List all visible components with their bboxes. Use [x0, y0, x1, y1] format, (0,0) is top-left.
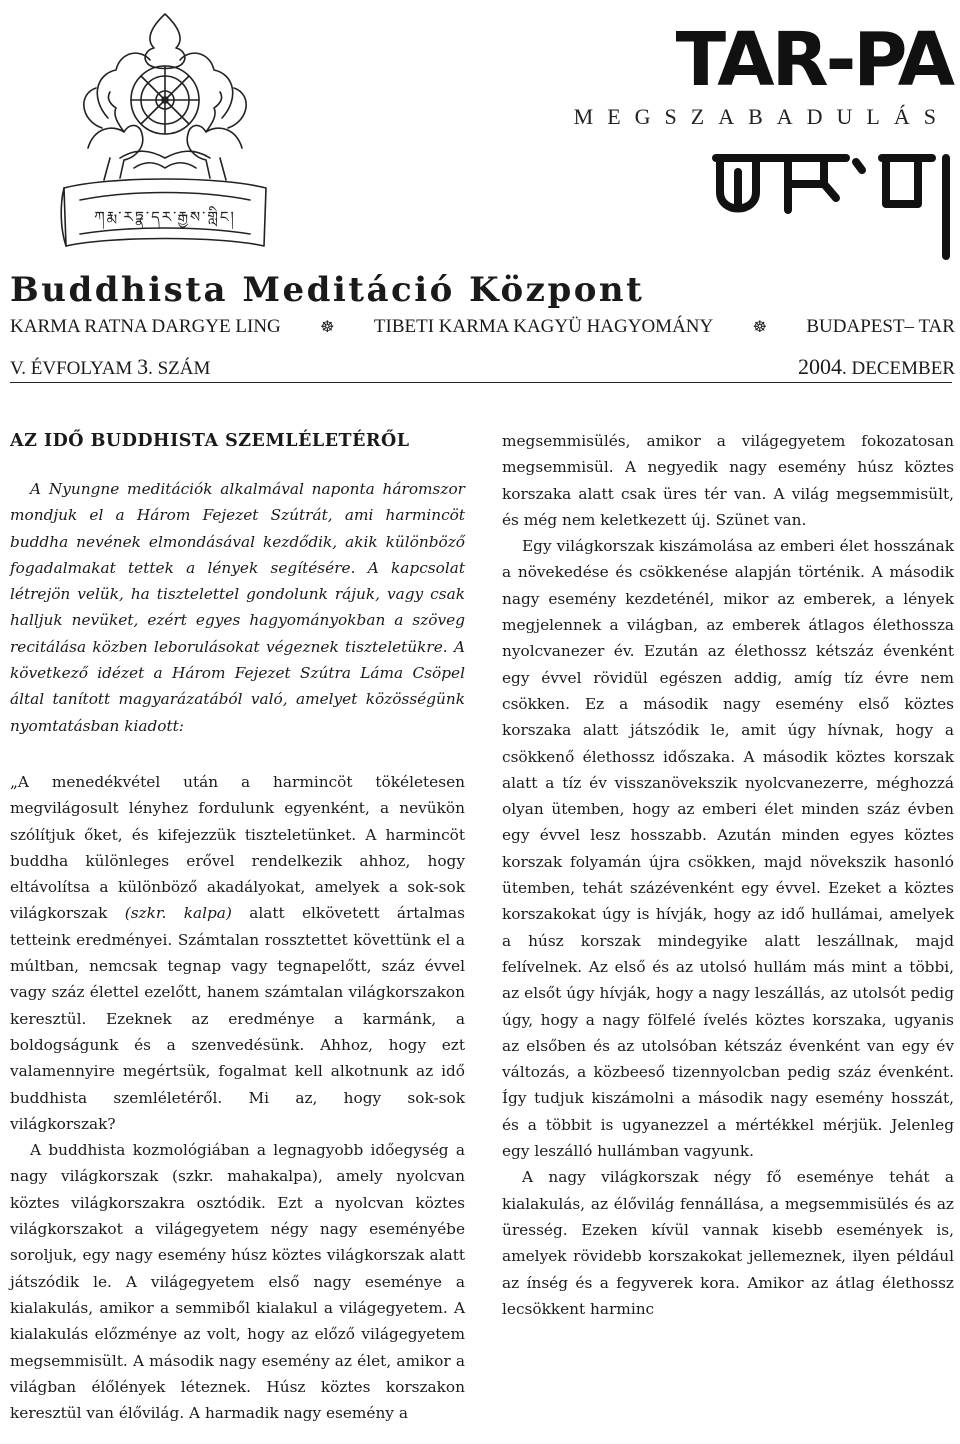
issue-line	[10, 354, 955, 380]
lineage-center: KARMA RATNA DARGYE LING	[10, 316, 281, 337]
svg-text:ཀརྨ་རཏྣ་དར་རྒྱས་གླིང།: ཀརྨ་རཏྣ་དར་རྒྱས་གླིང།	[94, 208, 236, 226]
issue-number: V. ÉVFOLYAM 3. SZÁM	[10, 354, 211, 379]
article-column-left	[10, 428, 465, 1426]
brand-title: TAR-PA	[675, 17, 952, 103]
brand-subtitle: MEGSZABADULÁS	[573, 104, 950, 129]
tibetan-tarpa-logo	[696, 144, 956, 264]
article-title: AZ IDŐ BUDDHISTA SZEMLÉLETÉRŐL	[10, 431, 410, 451]
article-paragraph: A nagy világkorszak négy fő eseménye tehát a kialakulás, az élővilág fennállása, a megsemmisülés és az üresség. Ezeken kívül vannak kisebb események is, amelyek rövidebb korszakokat jellemeznek, ilyen például az ínség és a fegyverek kora. Amikor az átlag élethossz lecsökkent harminc	[502, 1168, 954, 1318]
dharma-wheel-icon: ☸	[320, 319, 335, 336]
issue-date: 2004. DECEMBER	[798, 354, 955, 379]
karmapa-emblem	[50, 8, 280, 260]
article-paragraph: „A menedékvétel után a harmincöt tökéletesen megvilágosult lényhez fordulunk egyenként, a nevükön szólítjuk őket, és kifejezzük tiszteletünket. A harmincöt buddha különleges erővel rendelkezik ahhoz, hogy eltávolítsa a különböző akadályokat, amelyek a sok-sok világkorszak (szkr. kalpa) alatt elkövetett ártalmas tetteink eredményei. Számtalan rossztettet követtünk el a múltban, nemcsak tegnap vagy tegnapelőtt, száz évvel vagy száz élettel ezelőtt, hanem számtalan világkorszakon keresztül. Ezeknek az eredménye a karmánk, a boldogságunk és a szenvedésünk. Ahhoz, hogy ezt valamennyire megértsük, fogalmat kell alkotnunk az idő buddhista szemléletéről. Mi az, hogy sok-sok világkorszak?	[10, 772, 465, 1133]
lineage-tradition: TIBETI KARMA KAGYÜ HAGYOMÁNY	[373, 316, 714, 337]
header-divider	[10, 382, 952, 383]
dharma-wheel-icon: ☸	[752, 319, 767, 336]
article-paragraph: A buddhista kozmológiában a legnagyobb időegység a nagy világkorszak (szkr. mahakalpa), amely nyolcvan köztes világkorszakra osztódik. Ezt a nyolcvan köztes világkorszakot a világegyetem négy nagy eseményébe soroljuk, egy nagy esemény húsz köztes világkorszak alatt játszódik le. A világegyetem első nagy eseménye a kialakulás, amikor a semmiből kialakul a világegyetem. A kialakulás előzménye az volt, hogy az előző világegyetem megsemmisült. A második nagy esemény az élet, amikor a világban élőlények léteznek. Húsz köztes korszakon keresztül van élővilág. A harmadik nagy esemény a	[10, 1141, 465, 1423]
center-name: Buddhista Meditáció Központ	[10, 270, 645, 310]
lineage-location: BUDAPEST– TAR	[806, 316, 955, 337]
article-intro: A Nyungne meditációk alkalmával naponta háromszor mondjuk el a Három Fejezet Szútrát, ami harmincöt buddha nevének elmondásával kezdődik, akik különböző fogadalmakat tettek a lények segítésére. A kapcsolat létrejön velük, ha tisztelettel gondolunk rájuk, vagy csak halljuk nevüket, ezért egyes hagyományokban a szöveg recitálása közben leborulásokat végeznek tiszteletükre. A következő idézet a Három Fejezet Szútra Láma Csöpel által tanított magyarázatából való, amelyet közösségünk nyomtatásban kiadott:	[10, 480, 465, 735]
article-column-right	[502, 428, 954, 1322]
article-paragraph: Egy világkorszak kiszámolása az emberi élet hosszának a növekedése és csökkenése alapján történik. A második nagy esemény kezdeténél, mikor az emberek, a lények megjelennek a világban, az emberek átlagos élethossza nyolcvanezer év. Ezután az élethossz kétszáz évenként egy évvel rövidül egészen addig, amíg tíz évre nem csökken. Ez a második nagy esemény első köztes korszaka alatt játszódik le, amit úgy hívnak, hogy a csökkenő élethossz időszaka. A második köztes korszak alatt a tíz év visszanövekszik nyolcvanezerre, méghozzá olyan ütemben, hogy az emberi élet minden száz évben egy évvel lesz hosszabb. Azután minden egyes köztes korszak folyamán újra csökken, majd növekszik hasonló ütemben, tehát százévenként egy évvel. Ezeket a köztes korszakokat úgy is hívják, hogy az idő hullámai, amelyek a húsz korszak mindegyike alatt leszállnak, majd felívelnek. Az első és az utolsó hullám más mint a többi, az elsőt úgy hívják, hogy a nagy leszállás, az utolsót pedig úgy, hogy a nagy fölfelé ívelés köztes korszaka, ugyanis az elsőben és az utolsóban kétszáz évenként van egy év változás, a közbeeső tizennyolcban pedig száz évenként. Így tudjuk kiszámolni a második nagy esemény hosszát, és a többit is ugyanezzel a mértékkel mérjük. Jelenleg egy leszálló hullámban vagyunk.	[502, 537, 954, 1161]
article-paragraph-continued: megsemmisülés, amikor a világegyetem fokozatosan megsemmisül. A negyedik nagy esemény húsz köztes korszaka alatt csak üres tér van. A világ megsemmisült, és még nem keletkezett új. Szünet van.	[502, 432, 954, 529]
lineage-line	[10, 316, 955, 338]
